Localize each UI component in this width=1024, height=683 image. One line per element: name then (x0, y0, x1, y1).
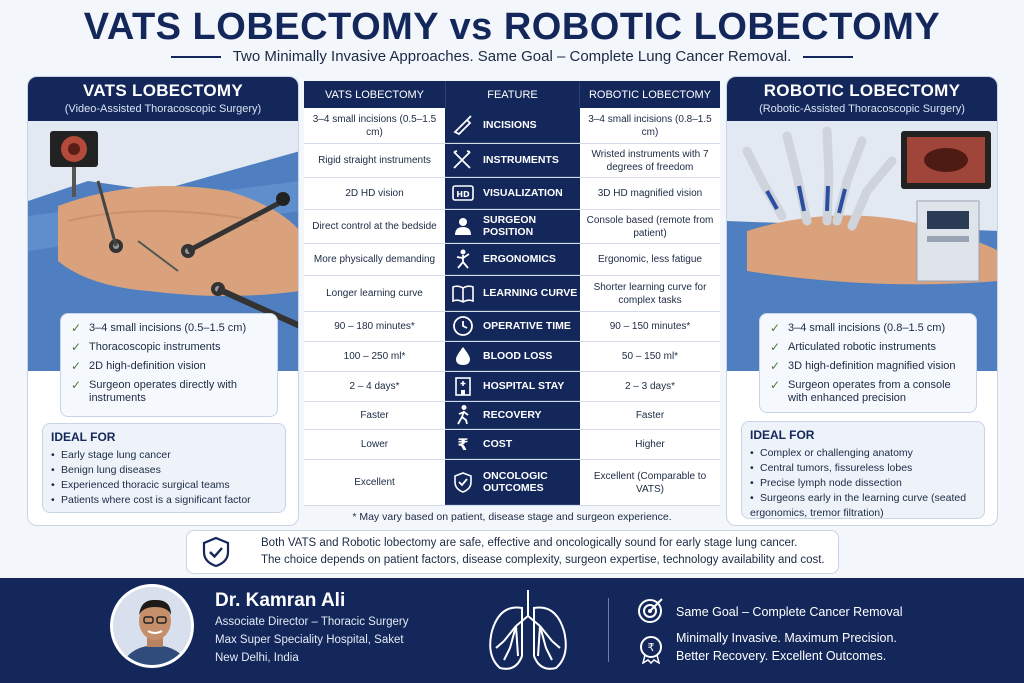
hd-icon (451, 182, 475, 204)
list-item: ✓ Articulated robotic instruments (770, 340, 936, 354)
feature-cell (445, 276, 580, 311)
shield-check-icon (451, 471, 475, 493)
vats-cell: 2D HD vision (304, 178, 445, 209)
table-row (304, 144, 720, 178)
feature-cell (445, 144, 580, 177)
check-icon: ✓ (71, 359, 82, 373)
table-row (304, 210, 720, 244)
table-row (304, 108, 720, 144)
feature-cell (445, 430, 580, 459)
vats-panel-title: VATS LOBECTOMY (82, 81, 244, 100)
page-subtitle: Two Minimally Invasive Approaches. Same Goal – Complete Lung Cancer Removal. (232, 48, 792, 65)
vats-cell: 2 – 4 days* (304, 372, 445, 401)
robotic-cell: 3D HD magnified vision (580, 178, 720, 209)
svg-text:₹: ₹ (647, 641, 655, 654)
person-icon (451, 215, 475, 237)
list-item: ✓ 3–4 small incisions (0.5–1.5 cm) (71, 321, 247, 335)
subtitle-rule-left (171, 56, 221, 58)
feature-cell (445, 178, 580, 209)
robotic-cell: Console based (remote from patient) (580, 210, 720, 243)
feature-cell (445, 372, 580, 401)
list-item: ✓ 2D high-definition vision (71, 359, 206, 373)
header-vats: VATS LOBECTOMY (304, 81, 445, 108)
robotic-cell: Higher (580, 430, 720, 459)
feature-label: INSTRUMENTS (483, 154, 559, 166)
table-row (304, 372, 720, 402)
check-icon: ✓ (770, 378, 781, 392)
vats-panel-subtitle: (Video-Assisted Thoracoscopic Surgery) (64, 103, 262, 115)
footer-tag-2-line-1: Minimally Invasive. Maximum Precision. (676, 631, 897, 645)
drop-icon (451, 345, 475, 367)
vats-panel (27, 76, 299, 526)
subtitle-row (0, 48, 1024, 65)
vats-cell: Lower (304, 430, 445, 459)
avatar (110, 584, 194, 668)
summary-line-2: The choice depends on patient factors, disease complexity, surgeon expertise, technology availability and cost. (261, 554, 825, 566)
lungs-icon (480, 586, 576, 674)
feature-label: VISUALIZATION (483, 187, 563, 199)
robotic-cell: Shorter learning curve for complex tasks (580, 276, 720, 311)
vats-cell: More physically demanding (304, 244, 445, 275)
table-row (304, 342, 720, 372)
table-row (304, 312, 720, 342)
rupee-badge-icon (637, 636, 665, 664)
robotic-panel-header (727, 77, 997, 121)
vats-cell: Excellent (304, 460, 445, 505)
list-item: • Central tumors, fissureless lobes (750, 462, 913, 474)
list-item: • Complex or challenging anatomy (750, 447, 913, 459)
check-icon: ✓ (770, 321, 781, 335)
vats-cell: 3–4 small incisions (0.5–1.5 cm) (304, 108, 445, 143)
robotic-cell: 50 – 150 ml* (580, 342, 720, 371)
svg-text:HD: HD (456, 190, 470, 199)
footer-tag-2-line-2: Better Recovery. Excellent Outcomes. (676, 649, 887, 663)
summary-line-1: Both VATS and Robotic lobectomy are safe, effective and oncologically sound for early stage lung cancer. (261, 537, 798, 549)
table-header (304, 81, 720, 108)
list-item: • Surgeons early in the learning curve (seated ergonomics, tremor filtration) (750, 492, 967, 519)
robotic-panel-title: ROBOTIC LOBECTOMY (763, 81, 961, 100)
feature-label: HOSPITAL STAY (483, 380, 565, 392)
list-item: ✓ Thoracoscopic instruments (71, 340, 221, 354)
footer (0, 578, 1024, 683)
summary-box (186, 530, 839, 574)
vats-panel-header (28, 77, 298, 121)
vats-cell: Faster (304, 402, 445, 429)
check-icon: ✓ (71, 378, 82, 392)
list-item: ✓ Surgeon operates directly with instruments (71, 378, 237, 404)
feature-label: RECOVERY (483, 409, 542, 421)
svg-text:₹: ₹ (457, 435, 469, 454)
robotic-panel-subtitle: (Robotic-Assisted Thoracoscopic Surgery) (759, 103, 965, 115)
vats-cell: 90 – 180 minutes* (304, 312, 445, 341)
feature-cell (445, 312, 580, 341)
list-item: • Precise lymph node dissection (750, 477, 902, 489)
table-row (304, 244, 720, 276)
feature-label: SURGEON POSITION (483, 214, 537, 238)
table-row (304, 178, 720, 210)
robotic-cell: Excellent (Comparable to VATS) (580, 460, 720, 505)
vats-feature-list (60, 313, 278, 417)
list-item: • Experienced thoracic surgical teams (51, 479, 230, 491)
robotic-cell: Ergonomic, less fatigue (580, 244, 720, 275)
list-item: ✓ Surgeon operates from a console with enhanced precision (770, 378, 951, 404)
robotic-cell: 2 – 3 days* (580, 372, 720, 401)
table-row (304, 430, 720, 460)
feature-label: LEARNING CURVE (483, 287, 578, 299)
feature-label: ONCOLOGIC OUTCOMES (483, 470, 548, 494)
footer-divider (608, 598, 609, 662)
footer-tag-1: Same Goal – Complete Cancer Removal (676, 605, 903, 619)
vats-cell: Longer learning curve (304, 276, 445, 311)
vats-cell: 100 – 250 ml* (304, 342, 445, 371)
table-footnote: * May vary based on patient, disease stage and surgeon experience. (352, 511, 672, 523)
rupee-icon (451, 433, 475, 455)
robotic-cell: Wristed instruments with 7 degrees of freedom (580, 144, 720, 177)
list-item: ✓ 3D high-definition magnified vision (770, 359, 956, 373)
vats-cell: Direct control at the bedside (304, 210, 445, 243)
clock-icon (451, 315, 475, 337)
vats-ideal-title: IDEAL FOR (51, 430, 116, 444)
doctor-hospital: Max Super Speciality Hospital, Saket (215, 634, 404, 646)
feature-cell (445, 402, 580, 429)
list-item: • Patients where cost is a significant factor (51, 494, 251, 506)
table-row (304, 276, 720, 312)
list-item: ✓ 3–4 small incisions (0.8–1.5 cm) (770, 321, 946, 335)
walking-icon (451, 404, 475, 426)
list-item: • Early stage lung cancer (51, 449, 171, 461)
robotic-cell: 3–4 small incisions (0.8–1.5 cm) (580, 108, 720, 143)
comparison-table (304, 81, 720, 506)
robotic-ideal-for-box (741, 421, 985, 519)
header-feature: FEATURE (445, 81, 580, 108)
robotic-panel (726, 76, 998, 526)
robotic-cell: 90 – 150 minutes* (580, 312, 720, 341)
feature-label: COST (483, 438, 513, 450)
robotic-ideal-title: IDEAL FOR (750, 428, 815, 442)
feature-label: INCISIONS (483, 119, 537, 131)
feature-cell (445, 342, 580, 371)
scalpel-icon (451, 114, 475, 136)
robotic-feature-list (759, 313, 977, 413)
doctor-name: Dr. Kamran Ali (215, 590, 346, 611)
check-icon: ✓ (770, 340, 781, 354)
table-row (304, 460, 720, 506)
table-row (304, 402, 720, 430)
page-title: VATS LOBECTOMY vs ROBOTIC LOBECTOMY (83, 6, 941, 48)
target-icon (637, 596, 665, 624)
robotic-cell: Faster (580, 402, 720, 429)
feature-label: BLOOD LOSS (483, 350, 553, 362)
book-icon (451, 282, 475, 304)
vats-cell: Rigid straight instruments (304, 144, 445, 177)
instruments-icon (451, 149, 475, 171)
doctor-role: Associate Director – Thoracic Surgery (215, 616, 409, 628)
feature-cell (445, 460, 580, 505)
feature-label: ERGONOMICS (483, 253, 556, 265)
hospital-icon (451, 375, 475, 397)
feature-cell (445, 210, 580, 243)
doctor-city: New Delhi, India (215, 652, 299, 664)
feature-label: OPERATIVE TIME (483, 320, 571, 332)
feature-cell (445, 244, 580, 275)
header-robotic: ROBOTIC LOBECTOMY (580, 81, 720, 108)
check-icon: ✓ (770, 359, 781, 373)
check-icon: ✓ (71, 321, 82, 335)
feature-cell (445, 108, 580, 143)
subtitle-rule-right (803, 56, 853, 58)
check-icon: ✓ (71, 340, 82, 354)
vats-ideal-for-box (42, 423, 286, 513)
shield-check-icon (201, 536, 231, 568)
ergonomics-icon (451, 248, 475, 270)
list-item: • Benign lung diseases (51, 464, 161, 476)
